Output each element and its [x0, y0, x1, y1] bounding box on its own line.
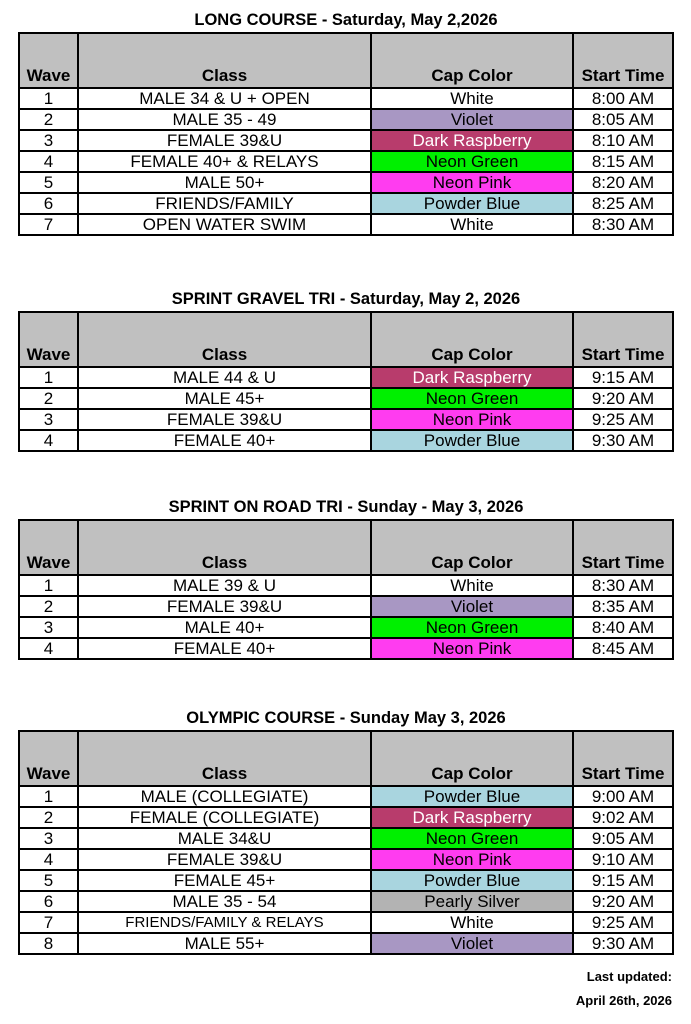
cap-color-cell: Dark Raspberry	[371, 367, 573, 388]
start-time-cell: 8:40 AM	[573, 617, 673, 638]
wave-cell: 2	[19, 596, 78, 617]
wave-header: Wave	[19, 731, 78, 786]
class-header: Class	[78, 520, 371, 575]
class-cell: MALE 50+	[78, 172, 371, 193]
wave-cell: 4	[19, 638, 78, 659]
start-time-cell: 9:25 AM	[573, 409, 673, 430]
start-time-cell: 9:05 AM	[573, 828, 673, 849]
class-cell: MALE 34&U	[78, 828, 371, 849]
start-time-cell: 8:05 AM	[573, 109, 673, 130]
cap-color-header: Cap Color	[371, 312, 573, 367]
cap-color-cell: Dark Raspberry	[371, 807, 573, 828]
class-cell: FEMALE 40+	[78, 430, 371, 451]
class-cell: FEMALE 39&U	[78, 130, 371, 151]
start-time-cell: 8:20 AM	[573, 172, 673, 193]
class-cell: FEMALE 40+	[78, 638, 371, 659]
wave-cell: 3	[19, 828, 78, 849]
wave-header: Wave	[19, 520, 78, 575]
class-cell: FEMALE 39&U	[78, 409, 371, 430]
start-time-cell: 8:45 AM	[573, 638, 673, 659]
section-title: SPRINT ON ROAD TRI - Sunday - May 3, 2026	[168, 498, 524, 516]
table-row	[19, 130, 673, 151]
table-row	[19, 596, 673, 617]
table-row	[19, 638, 673, 659]
start-time-cell: 9:30 AM	[573, 430, 673, 451]
wave-cell: 4	[19, 151, 78, 172]
table-row	[19, 430, 673, 451]
wave-cell: 3	[19, 130, 78, 151]
wave-cell: 4	[19, 849, 78, 870]
start-time-cell: 9:30 AM	[573, 933, 673, 954]
wave-header: Wave	[19, 312, 78, 367]
class-cell: MALE 39 & U	[78, 575, 371, 596]
cap-color-cell: Violet	[371, 596, 573, 617]
class-cell: FEMALE 45+	[78, 870, 371, 891]
class-header: Class	[78, 312, 371, 367]
table-row	[19, 617, 673, 638]
start-time-header: Start Time	[573, 731, 673, 786]
wave-cell: 8	[19, 933, 78, 954]
start-time-cell: 8:15 AM	[573, 151, 673, 172]
table-row	[19, 214, 673, 235]
class-cell: MALE 34 & U + OPEN	[78, 88, 371, 109]
wave-cell: 7	[19, 912, 78, 933]
table-header-row	[19, 520, 673, 575]
cap-color-header: Cap Color	[371, 731, 573, 786]
table-row	[19, 193, 673, 214]
class-cell: FRIENDS/FAMILY	[78, 193, 371, 214]
start-time-header: Start Time	[573, 520, 673, 575]
last-updated-date: April 26th, 2026	[575, 993, 672, 1008]
start-time-cell: 8:00 AM	[573, 88, 673, 109]
start-time-cell: 9:20 AM	[573, 388, 673, 409]
class-cell: FEMALE (COLLEGIATE)	[78, 807, 371, 828]
wave-cell: 7	[19, 214, 78, 235]
class-cell: MALE 45+	[78, 388, 371, 409]
class-cell: MALE 40+	[78, 617, 371, 638]
wave-cell: 5	[19, 870, 78, 891]
wave-cell: 1	[19, 367, 78, 388]
start-time-cell: 8:35 AM	[573, 596, 673, 617]
start-time-cell: 9:15 AM	[573, 367, 673, 388]
cap-color-header: Cap Color	[371, 33, 573, 88]
start-time-cell: 8:10 AM	[573, 130, 673, 151]
cap-color-cell: Neon Pink	[371, 849, 573, 870]
cap-color-cell: Neon Pink	[371, 638, 573, 659]
cap-color-cell: Neon Pink	[371, 172, 573, 193]
wave-header: Wave	[19, 33, 78, 88]
start-time-header: Start Time	[573, 33, 673, 88]
class-header: Class	[78, 33, 371, 88]
table-header-row	[19, 312, 673, 367]
class-cell: MALE (COLLEGIATE)	[78, 786, 371, 807]
table-header-row	[19, 33, 673, 88]
class-cell: OPEN WATER SWIM	[78, 214, 371, 235]
table-row	[19, 109, 673, 130]
start-time-cell: 8:30 AM	[573, 214, 673, 235]
start-time-cell: 9:25 AM	[573, 912, 673, 933]
wave-table	[18, 519, 674, 660]
wave-cell: 2	[19, 388, 78, 409]
wave-table	[18, 32, 674, 236]
start-time-cell: 9:02 AM	[573, 807, 673, 828]
cap-color-cell: Violet	[371, 933, 573, 954]
wave-cell: 3	[19, 409, 78, 430]
wave-table	[18, 311, 674, 452]
table-row	[19, 388, 673, 409]
table-row	[19, 891, 673, 912]
table-row	[19, 88, 673, 109]
wave-cell: 1	[19, 575, 78, 596]
wave-cell: 1	[19, 786, 78, 807]
cap-color-cell: Dark Raspberry	[371, 130, 573, 151]
table-row	[19, 849, 673, 870]
wave-cell: 2	[19, 807, 78, 828]
cap-color-cell: Powder Blue	[371, 193, 573, 214]
cap-color-cell: White	[371, 575, 573, 596]
table-row	[19, 151, 673, 172]
table-row	[19, 933, 673, 954]
section-title: SPRINT GRAVEL TRI - Saturday, May 2, 2026	[171, 290, 521, 308]
cap-color-cell: Powder Blue	[371, 786, 573, 807]
wave-cell: 1	[19, 88, 78, 109]
wave-cell: 6	[19, 193, 78, 214]
class-cell: FEMALE 40+ & RELAYS	[78, 151, 371, 172]
table-row	[19, 786, 673, 807]
table-row	[19, 172, 673, 193]
start-time-cell: 9:15 AM	[573, 870, 673, 891]
class-cell: MALE 55+	[78, 933, 371, 954]
cap-color-cell: Neon Green	[371, 617, 573, 638]
wave-cell: 3	[19, 617, 78, 638]
section-title: LONG COURSE - Saturday, May 2,2026	[194, 11, 498, 29]
cap-color-cell: Powder Blue	[371, 430, 573, 451]
cap-color-cell: Violet	[371, 109, 573, 130]
class-cell: MALE 35 - 54	[78, 891, 371, 912]
class-cell: FEMALE 39&U	[78, 596, 371, 617]
cap-color-header: Cap Color	[371, 520, 573, 575]
start-time-cell: 8:25 AM	[573, 193, 673, 214]
class-cell: MALE 44 & U	[78, 367, 371, 388]
start-time-cell: 8:30 AM	[573, 575, 673, 596]
table-row	[19, 828, 673, 849]
section-title: OLYMPIC COURSE - Sunday May 3, 2026	[186, 709, 506, 727]
table-row	[19, 870, 673, 891]
cap-color-cell: White	[371, 214, 573, 235]
start-time-cell: 9:10 AM	[573, 849, 673, 870]
start-time-cell: 9:00 AM	[573, 786, 673, 807]
last-updated-label: Last updated:	[586, 969, 672, 984]
class-cell: FRIENDS/FAMILY & RELAYS	[78, 912, 371, 933]
cap-color-cell: White	[371, 912, 573, 933]
wave-cell: 4	[19, 430, 78, 451]
table-header-row	[19, 731, 673, 786]
wave-cell: 6	[19, 891, 78, 912]
wave-cell: 2	[19, 109, 78, 130]
cap-color-cell: Pearly Silver	[371, 891, 573, 912]
cap-color-cell: Neon Green	[371, 388, 573, 409]
start-time-header: Start Time	[573, 312, 673, 367]
cap-color-cell: Powder Blue	[371, 870, 573, 891]
cap-color-cell: Neon Green	[371, 151, 573, 172]
wave-table	[18, 730, 674, 955]
start-time-cell: 9:20 AM	[573, 891, 673, 912]
table-row	[19, 807, 673, 828]
class-header: Class	[78, 731, 371, 786]
table-row	[19, 367, 673, 388]
cap-color-cell: Neon Pink	[371, 409, 573, 430]
cap-color-cell: Neon Green	[371, 828, 573, 849]
wave-cell: 5	[19, 172, 78, 193]
cap-color-cell: White	[371, 88, 573, 109]
class-cell: FEMALE 39&U	[78, 849, 371, 870]
class-cell: MALE 35 - 49	[78, 109, 371, 130]
table-row	[19, 912, 673, 933]
table-row	[19, 575, 673, 596]
table-row	[19, 409, 673, 430]
